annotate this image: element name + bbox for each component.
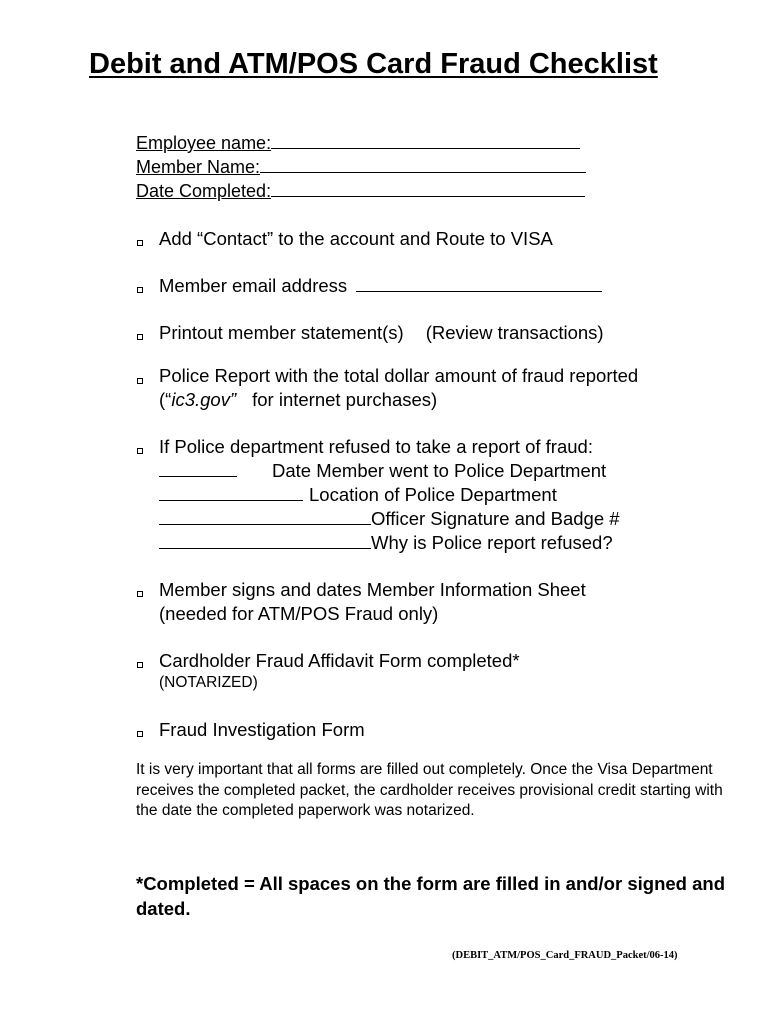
member-name-line[interactable]: [260, 157, 586, 173]
item-police-line2: [159, 388, 437, 412]
refused-date-blank[interactable]: [159, 460, 237, 477]
checkbox-investigation[interactable]: [137, 731, 143, 737]
member-name-label: Member Name:: [136, 157, 261, 177]
refused-location-row: [159, 483, 557, 507]
checkbox-police-report[interactable]: [137, 378, 143, 384]
instructions-paragraph: It is very important that all forms are filled out completely. Once the Visa Department receives the completed packet, the cardholder receives provisional credit starting with the date the completed paperwork was notarized.: [136, 761, 723, 819]
refused-date-label: Date Member went to Police Department: [272, 460, 607, 481]
member-name-field[interactable]: [136, 157, 586, 178]
ic3-open-quote: (“: [159, 389, 172, 410]
item-police-line1: Police Report with the total dollar amount of fraud reported: [159, 365, 639, 386]
email-blank[interactable]: [356, 275, 602, 292]
ic3-link-text: ic3.gov”: [171, 389, 237, 410]
refused-why-row: [159, 531, 613, 555]
refused-date-row: [159, 459, 606, 483]
item-contact: Add “Contact” to the account and Route to VISA: [159, 228, 553, 249]
date-completed-field[interactable]: [136, 181, 585, 202]
form-code: (DEBIT_ATM/POS_Card_FRAUD_Packet/06-14): [452, 950, 678, 961]
checkbox-member-signs[interactable]: [137, 591, 143, 597]
employee-name-line[interactable]: [271, 133, 580, 149]
refused-why-label: Why is Police report refused?: [371, 532, 613, 553]
checkbox-contact[interactable]: [137, 240, 143, 246]
item-affidavit: Cardholder Fraud Affidavit Form completed*: [159, 650, 520, 671]
date-completed-label: Date Completed:: [136, 181, 272, 201]
refused-location-blank[interactable]: [159, 484, 303, 501]
page-title: Debit and ATM/POS Card Fraud Checklist: [89, 48, 658, 80]
refused-officer-row: [159, 507, 620, 531]
item-printout-note: (Review transactions): [425, 322, 604, 343]
employee-name-field[interactable]: [136, 133, 580, 154]
refused-officer-blank[interactable]: [159, 508, 371, 525]
ic3-rest: for internet purchases): [252, 389, 438, 410]
item-email-label: Member email address: [159, 275, 348, 296]
item-printout: [159, 321, 604, 345]
item-email: [159, 274, 602, 298]
date-completed-line[interactable]: [271, 181, 585, 197]
checkbox-email[interactable]: [137, 287, 143, 293]
checkbox-printout[interactable]: [137, 334, 143, 340]
employee-name-label: Employee name:: [136, 133, 272, 153]
checkbox-refused[interactable]: [137, 448, 143, 454]
item-investigation: Fraud Investigation Form: [159, 719, 365, 740]
item-affidavit-note: (NOTARIZED): [159, 674, 258, 691]
item-refused-intro: If Police department refused to take a report of fraud:: [159, 436, 593, 457]
item-printout-label: Printout member statement(s): [159, 322, 404, 343]
checkbox-affidavit[interactable]: [137, 662, 143, 668]
item-signs-line1: Member signs and dates Member Information Sheet: [159, 579, 586, 600]
refused-officer-label: Officer Signature and Badge #: [371, 508, 620, 529]
completed-definition: *Completed = All spaces on the form are filled in and/or signed and dated.: [136, 873, 725, 919]
refused-why-blank[interactable]: [159, 532, 371, 549]
refused-location-label: Location of Police Department: [309, 484, 557, 505]
item-signs-line2: (needed for ATM/POS Fraud only): [159, 603, 439, 624]
